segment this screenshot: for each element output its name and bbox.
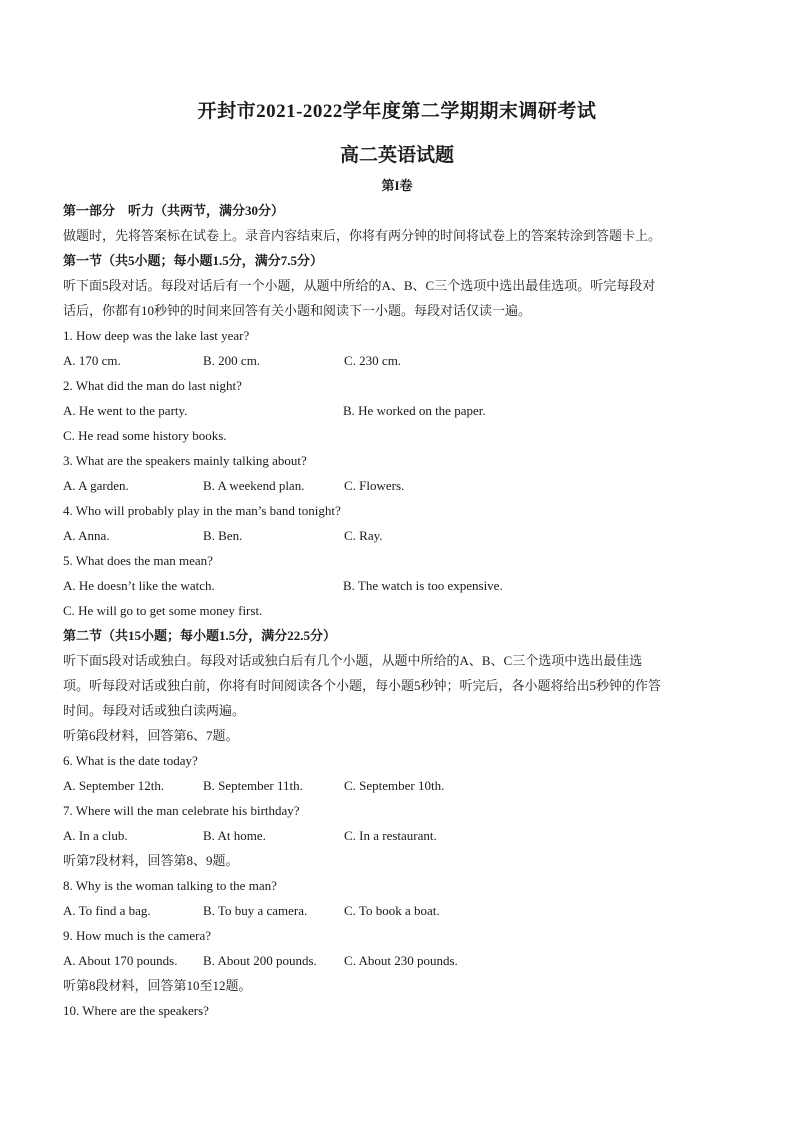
option-a: A. Anna. (63, 528, 110, 543)
section2-instruction-line3: 时间。每段对话或独白读两遍。 (63, 703, 246, 718)
question-1: 1. How deep was the lake last year? (63, 328, 250, 343)
question-10: 10. Where are the speakers? (63, 1003, 209, 1018)
section2-instruction-line1: 听下面5段对话或独白。每段对话或独白后有几个小题，从题中所给的A、B、C三个选项中选出最佳选 (63, 653, 643, 668)
option-a: A. September 12th. (63, 778, 165, 793)
section2-heading: 第二节（共15小题；每小题1.5分，满分22.5分） (63, 628, 337, 643)
option-b: B. He worked on the paper. (343, 403, 486, 418)
question-5: 5. What does the man mean? (63, 553, 213, 568)
question-4-options (63, 523, 733, 548)
option-c: C. Ray. (344, 528, 383, 543)
option-b: B. September 11th. (203, 778, 303, 793)
option-b: B. Ben. (203, 528, 243, 543)
question-5-options (63, 573, 733, 598)
option-c: C. To book a boat. (344, 903, 440, 918)
option-c: C. About 230 pounds. (344, 953, 458, 968)
option-b: B. To buy a camera. (203, 903, 308, 918)
option-b: B. A weekend plan. (203, 478, 305, 493)
option-a: A. A garden. (63, 478, 129, 493)
question-1-options (63, 348, 733, 373)
question-3: 3. What are the speakers mainly talking about? (63, 453, 307, 468)
option-b: B. At home. (203, 828, 266, 843)
option-c: C. In a restaurant. (344, 828, 437, 843)
option-a: A. He went to the party. (63, 403, 188, 418)
material-7-note: 听第7段材料，回答第8、9题。 (63, 853, 239, 868)
question-4: 4. Who will probably play in the man’s band tonight? (63, 503, 341, 518)
exam-title: 开封市2021-2022学年度第二学期期末调研考试 (197, 101, 597, 122)
option-b: B. The watch is too expensive. (343, 578, 503, 593)
material-8-note: 听第8段材料，回答第10至12题。 (63, 978, 252, 993)
option-b: B. 200 cm. (203, 353, 261, 368)
option-a: A. To find a bag. (63, 903, 151, 918)
option-c: C. Flowers. (344, 478, 405, 493)
option-c: C. He will go to get some money first. (63, 603, 263, 618)
material-6-note: 听第6段材料，回答第6、7题。 (63, 728, 239, 743)
option-a: A. About 170 pounds. (63, 953, 178, 968)
option-c: C. September 10th. (344, 778, 445, 793)
section2-instruction-line2: 项。听每段对话或独白前，你将有时间阅读各个小题，每小题5秒钟；听完后，各小题将给出5秒钟的作答 (63, 678, 662, 693)
question-6-options (63, 773, 733, 798)
question-8-options (63, 898, 733, 923)
option-a: A. He doesn’t like the watch. (63, 578, 215, 593)
question-2: 2. What did the man do last night? (63, 378, 242, 393)
section1-instruction-line2: 话后，你都有10秒钟的时间来回答有关小题和阅读下一小题。每段对话仅读一遍。 (63, 303, 532, 318)
question-9-options (63, 948, 733, 973)
question-8: 8. Why is the woman talking to the man? (63, 878, 277, 893)
question-7: 7. Where will the man celebrate his birthday? (63, 803, 300, 818)
option-b: B. About 200 pounds. (203, 953, 317, 968)
option-a: A. In a club. (63, 828, 128, 843)
question-7-options (63, 823, 733, 848)
option-c: C. He read some history books. (63, 428, 227, 443)
question-3-options (63, 473, 733, 498)
section1-instruction-line1: 听下面5段对话。每段对话后有一个小题，从题中所给的A、B、C三个选项中选出最佳选项。听完每段对 (63, 278, 656, 293)
part1-instruction: 做题时，先将答案标在试卷上。录音内容结束后，你将有两分钟的时间将试卷上的答案转涂到答题卡上。 (63, 228, 662, 243)
question-2-options (63, 398, 733, 423)
section1-heading: 第一节（共5小题；每小题1.5分，满分7.5分） (63, 253, 324, 268)
part1-heading: 第一部分 听力（共两节，满分30分） (63, 203, 285, 218)
option-a: A. 170 cm. (63, 353, 121, 368)
question-6: 6. What is the date today? (63, 753, 198, 768)
option-c: C. 230 cm. (344, 353, 402, 368)
exam-subtitle: 高二英语试题 (339, 145, 454, 166)
exam-content (63, 198, 733, 1023)
question-9: 9. How much is the camera? (63, 928, 212, 943)
volume-label: 第I卷 (381, 178, 413, 193)
